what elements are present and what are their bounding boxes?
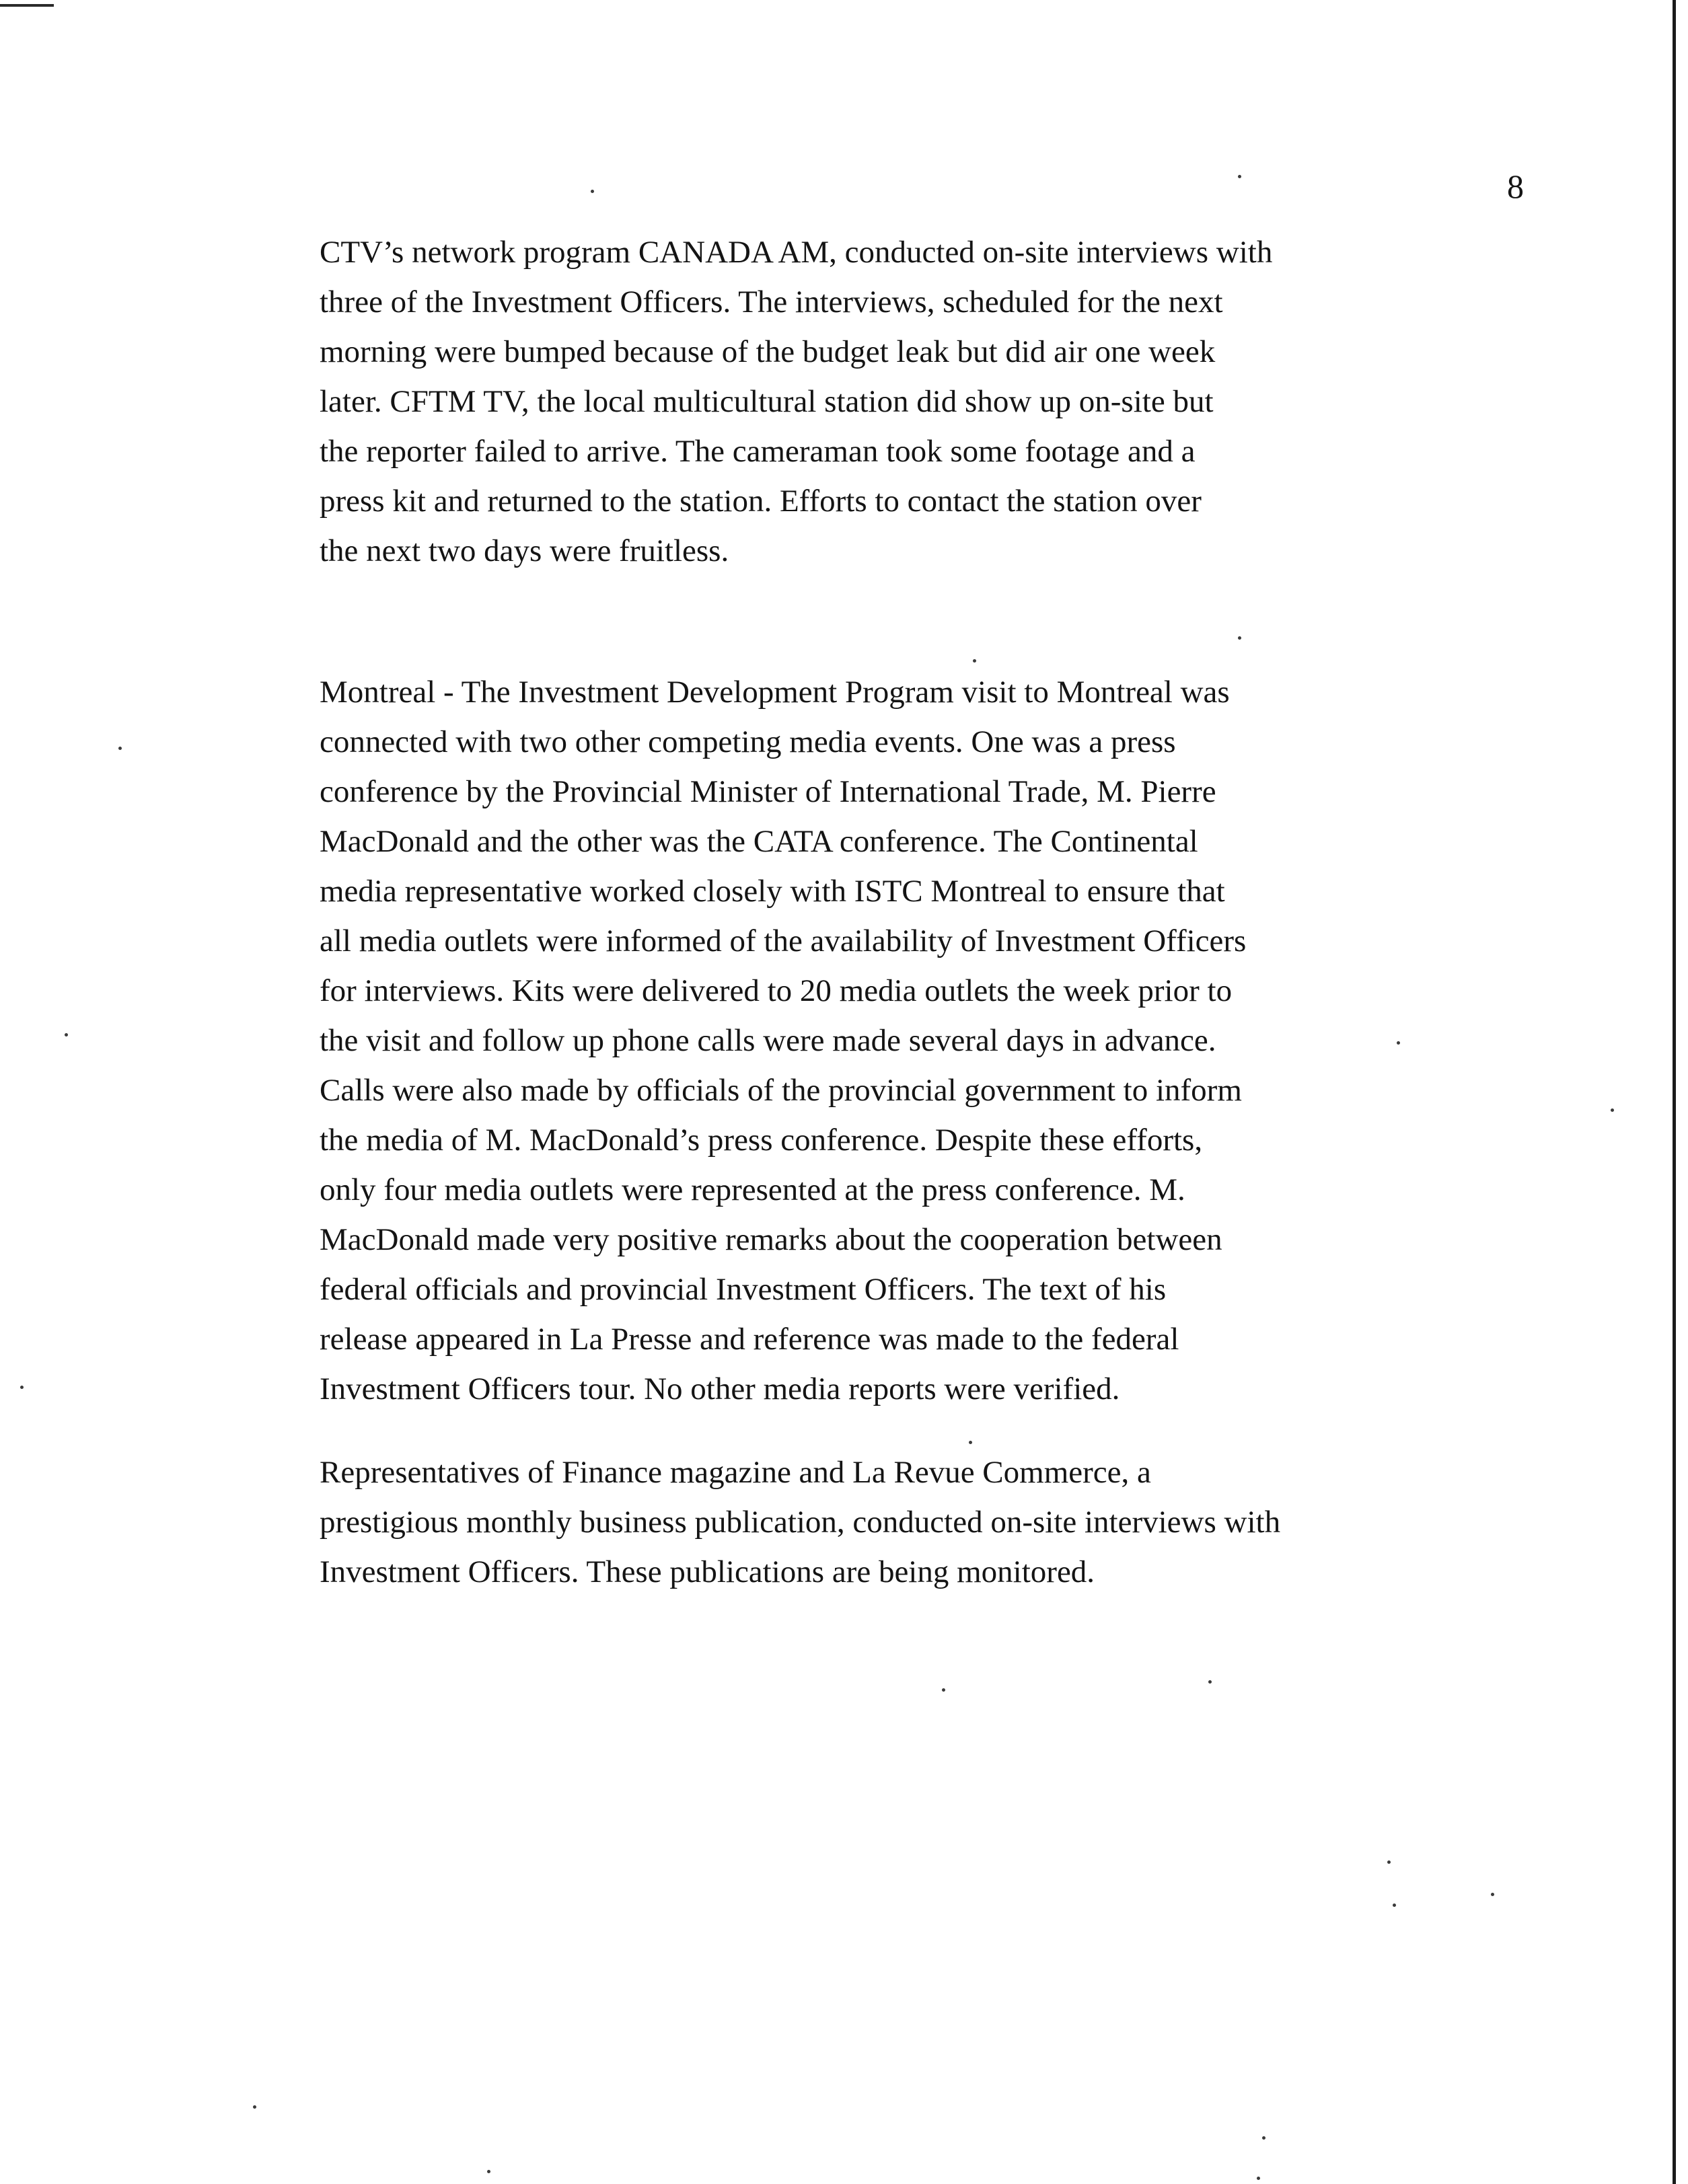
text-line: MacDonald made very positive remarks about the cooperation between <box>320 1222 1222 1257</box>
scan-speck <box>253 2105 256 2109</box>
text-line: Calls were also made by officials of the provincial government to inform <box>320 1073 1242 1108</box>
scan-speck <box>1257 2177 1260 2180</box>
scan-speck <box>973 659 976 663</box>
scan-speck <box>1238 175 1241 178</box>
text-line: later. CFTM TV, the local multicultural station did show up on-site but <box>320 384 1214 419</box>
scan-speck <box>20 1386 24 1389</box>
scan-speck <box>969 1441 972 1444</box>
scan-speck <box>1262 2136 1265 2140</box>
text-line: for interviews. Kits were delivered to 20 media outlets the week prior to <box>320 973 1233 1008</box>
text-line: prestigious monthly business publication, conducted on-site interviews with <box>320 1505 1281 1540</box>
scan-speck <box>1491 1893 1494 1896</box>
text-line: conference by the Provincial Minister of International Trade, M. Pierre <box>320 774 1216 809</box>
paragraph-finance-magazine <box>320 1447 1409 1597</box>
text-line: Investment Officers. These publications are being monitored. <box>320 1554 1095 1589</box>
scan-speck <box>65 1033 68 1037</box>
text-line: all media outlets were informed of the availability of Investment Officers <box>320 924 1247 958</box>
text-line: federal officials and provincial Investment Officers. The text of his <box>320 1272 1167 1307</box>
text-line: the reporter failed to arrive. The cameraman took some footage and a <box>320 434 1196 469</box>
paragraph-ctv-coverage <box>320 227 1409 576</box>
scan-speck <box>1238 636 1241 640</box>
text-line: press kit and returned to the station. Efforts to contact the station over <box>320 484 1202 519</box>
text-line: CTV’s network program CANADA AM, conducted on-site interviews with <box>320 235 1273 270</box>
scan-speck <box>591 190 594 193</box>
scan-speck <box>1387 1860 1391 1864</box>
text-line: three of the Investment Officers. The interviews, scheduled for the next <box>320 285 1223 319</box>
text-line: Montreal - The Investment Development Program visit to Montreal was <box>320 675 1230 710</box>
scan-edge-top <box>0 4 54 7</box>
text-line: Representatives of Finance magazine and La Revue Commerce, a <box>320 1455 1151 1490</box>
text-line: the next two days were fruitless. <box>320 533 729 568</box>
text-line: only four media outlets were represented at the press conference. M. <box>320 1172 1185 1207</box>
scan-edge-right <box>1673 0 1676 2184</box>
scan-speck <box>487 2170 490 2173</box>
text-line: the media of M. MacDonald’s press conference. Despite these efforts, <box>320 1123 1203 1158</box>
text-line: the visit and follow up phone calls were made several days in advance. <box>320 1023 1216 1058</box>
scan-speck <box>1393 1904 1396 1907</box>
text-line: Investment Officers tour. No other media reports were verified. <box>320 1371 1120 1406</box>
scan-speck <box>1611 1108 1614 1112</box>
scan-speck <box>942 1688 945 1692</box>
text-line: media representative worked closely with ISTC Montreal to ensure that <box>320 874 1225 909</box>
text-line: morning were bumped because of the budget leak but did air one week <box>320 334 1216 369</box>
scan-speck <box>118 747 122 750</box>
paragraph-montreal-visit <box>320 667 1409 1414</box>
text-line: connected with two other competing media events. One was a press <box>320 724 1176 759</box>
text-line: release appeared in La Presse and reference was made to the federal <box>320 1322 1179 1357</box>
page-number: 8 <box>1507 167 1524 205</box>
scan-speck <box>1208 1680 1212 1684</box>
text-line: MacDonald and the other was the CATA conference. The Continental <box>320 824 1198 859</box>
